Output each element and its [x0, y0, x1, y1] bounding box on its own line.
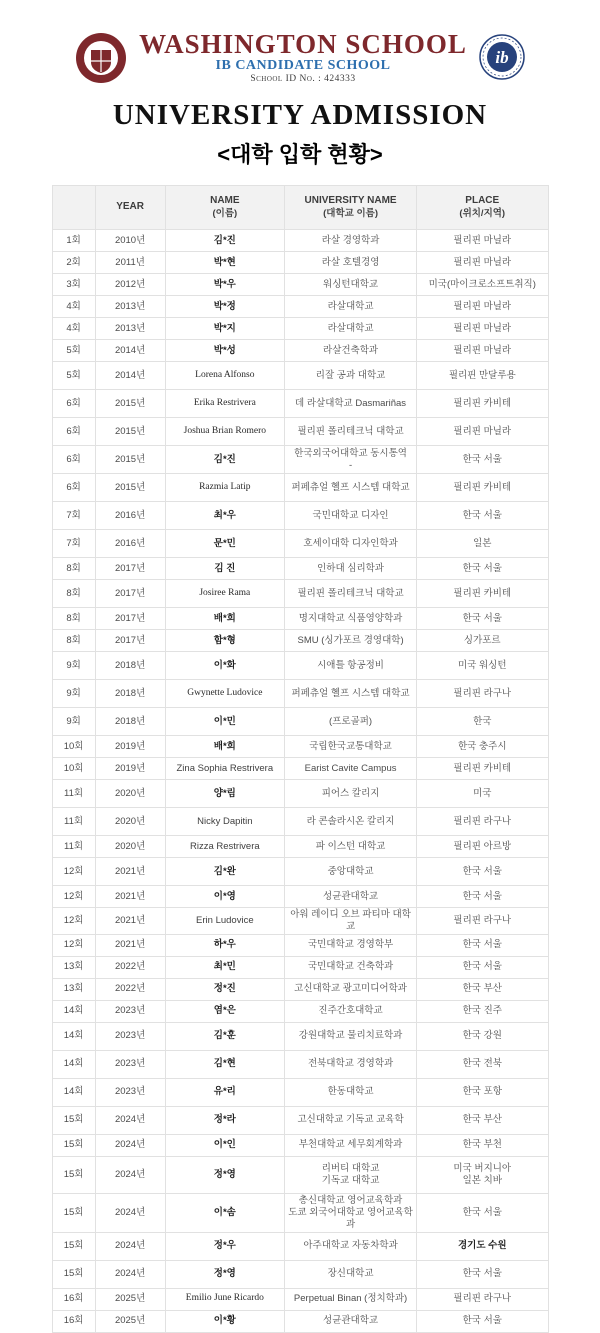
cell-name: 박*성	[165, 340, 285, 362]
table-row	[52, 474, 548, 502]
col-header-round	[52, 186, 95, 230]
cell-place: 필리핀 마닐라	[417, 340, 548, 362]
cell-place: 필리핀 라구나	[417, 808, 548, 836]
cell-place: 한국 부산	[417, 1106, 548, 1134]
cell-year: 2012년	[95, 274, 165, 296]
cell-year: 2019년	[95, 736, 165, 758]
cell-place: 필리핀 마닐라	[417, 296, 548, 318]
cell-round: 14회	[52, 1050, 95, 1078]
cell-name: Zina Sophia Restrivera	[165, 758, 285, 780]
cell-name: 배*희	[165, 608, 285, 630]
cell-name: 이*영	[165, 886, 285, 908]
table-row	[52, 230, 548, 252]
cell-name: Rizza Restrivera	[165, 836, 285, 858]
cell-year: 2018년	[95, 680, 165, 708]
cell-year: 2021년	[95, 934, 165, 956]
cell-place: 미국 버지니아 일본 치바	[417, 1156, 548, 1193]
cell-name: 박*현	[165, 252, 285, 274]
cell-name: 김*완	[165, 858, 285, 886]
cell-year: 2015년	[95, 390, 165, 418]
cell-year: 2022년	[95, 956, 165, 978]
table-row	[52, 446, 548, 474]
cell-round: 8회	[52, 580, 95, 608]
cell-university: 라살대학교	[285, 318, 417, 340]
cell-university: 국민대학교 디자인	[285, 502, 417, 530]
cell-university: 인하대 심리학과	[285, 558, 417, 580]
table-header-row	[52, 186, 548, 230]
cell-year: 2024년	[95, 1106, 165, 1134]
cell-year: 2024년	[95, 1260, 165, 1288]
cell-round: 13회	[52, 956, 95, 978]
cell-place: 한국 서울	[417, 558, 548, 580]
cell-round: 4회	[52, 318, 95, 340]
cell-place: 한국 전북	[417, 1050, 548, 1078]
table-row	[52, 1106, 548, 1134]
admission-table-container	[52, 185, 549, 1332]
cell-university: 고신대학교 기독교 교육학	[285, 1106, 417, 1134]
cell-place: 필리핀 라구나	[417, 908, 548, 935]
table-row	[52, 502, 548, 530]
cell-place: 필리핀 카비테	[417, 474, 548, 502]
school-name: WASHINGTON SCHOOL	[139, 29, 467, 59]
cell-name: 최*우	[165, 502, 285, 530]
cell-round: 12회	[52, 908, 95, 935]
table-row	[52, 1310, 548, 1332]
table-row	[52, 296, 548, 318]
cell-year: 2011년	[95, 252, 165, 274]
cell-year: 2024년	[95, 1232, 165, 1260]
cell-university: 아워 레이디 오브 파티마 대학교	[285, 908, 417, 935]
cell-university: 필리핀 폴리테크닉 대학교	[285, 580, 417, 608]
table-row	[52, 1050, 548, 1078]
cell-year: 2015년	[95, 474, 165, 502]
cell-place: 한국 서울	[417, 446, 548, 474]
cell-name: Razmia Latip	[165, 474, 285, 502]
cell-round: 4회	[52, 296, 95, 318]
cell-round: 6회	[52, 474, 95, 502]
table-row	[52, 886, 548, 908]
cell-name: 염*은	[165, 1000, 285, 1022]
cell-university: 호세이대학 디자인학과	[285, 530, 417, 558]
cell-name: Joshua Brian Romero	[165, 418, 285, 446]
cell-year: 2013년	[95, 318, 165, 340]
cell-year: 2016년	[95, 530, 165, 558]
page-header	[0, 0, 600, 169]
col-header-place: PLACE (위치/지역)	[417, 186, 548, 230]
cell-place: 한국 서울	[417, 886, 548, 908]
cell-name: 양*림	[165, 780, 285, 808]
cell-name: 박*우	[165, 274, 285, 296]
cell-year: 2019년	[95, 758, 165, 780]
cell-university: 명지대학교 식품영양학과	[285, 608, 417, 630]
cell-round: 12회	[52, 886, 95, 908]
cell-name: Gwynette Ludovice	[165, 680, 285, 708]
cell-name: 함*형	[165, 630, 285, 652]
cell-name: Erika Restrivera	[165, 390, 285, 418]
cell-place: 한국 서울	[417, 934, 548, 956]
admission-table	[52, 185, 549, 1332]
cell-place: 필리핀 마닐라	[417, 418, 548, 446]
cell-university: 퍼페츄얼 헬프 시스템 대학교	[285, 474, 417, 502]
cell-place: 필리핀 카비테	[417, 580, 548, 608]
cell-name: 이*황	[165, 1310, 285, 1332]
table-row	[52, 858, 548, 886]
cell-round: 14회	[52, 1078, 95, 1106]
cell-university: Perpetual Binan (정치학과)	[285, 1288, 417, 1310]
cell-name: 김*진	[165, 230, 285, 252]
ib-logo	[479, 34, 525, 80]
cell-round: 13회	[52, 978, 95, 1000]
table-row	[52, 780, 548, 808]
table-row	[52, 808, 548, 836]
cell-round: 14회	[52, 1000, 95, 1022]
cell-round: 12회	[52, 934, 95, 956]
cell-year: 2023년	[95, 1022, 165, 1050]
cell-university: 라살대학교	[285, 296, 417, 318]
cell-round: 3회	[52, 274, 95, 296]
cell-year: 2025년	[95, 1288, 165, 1310]
cell-university: 리버티 대학교 기독교 대학교	[285, 1156, 417, 1193]
table-row	[52, 390, 548, 418]
cell-round: 9회	[52, 708, 95, 736]
col-header-name: NAME (이름)	[165, 186, 285, 230]
cell-name: 배*희	[165, 736, 285, 758]
page-subtitle-korean: <대학 입학 현황>	[217, 142, 383, 168]
cell-round: 11회	[52, 808, 95, 836]
table-row	[52, 1156, 548, 1193]
cell-year: 2024년	[95, 1134, 165, 1156]
cell-year: 2014년	[95, 340, 165, 362]
cell-university: 전북대학교 경영학과	[285, 1050, 417, 1078]
admission-table-body	[52, 230, 548, 1332]
cell-place: 필리핀 마닐라	[417, 230, 548, 252]
table-row	[52, 956, 548, 978]
table-row	[52, 274, 548, 296]
cell-year: 2016년	[95, 502, 165, 530]
cell-place: 경기도 수원	[417, 1232, 548, 1260]
cell-place: 한국 강원	[417, 1022, 548, 1050]
cell-university: 필리핀 폴리테크닉 대학교	[285, 418, 417, 446]
cell-name: 김*진	[165, 446, 285, 474]
cell-round: 5회	[52, 362, 95, 390]
cell-university: 장신대학교	[285, 1260, 417, 1288]
cell-place: 한국 서울	[417, 1193, 548, 1232]
cell-year: 2015년	[95, 418, 165, 446]
cell-university: 파 이스턴 대학교	[285, 836, 417, 858]
table-row	[52, 836, 548, 858]
cell-round: 5회	[52, 340, 95, 362]
cell-round: 6회	[52, 390, 95, 418]
cell-place: 필리핀 만달루용	[417, 362, 548, 390]
cell-university: 아주대학교 자동차학과	[285, 1232, 417, 1260]
cell-place: 싱가포르	[417, 630, 548, 652]
svg-text:ib: ib	[495, 48, 509, 67]
cell-year: 2020년	[95, 836, 165, 858]
cell-place: 한국 부천	[417, 1134, 548, 1156]
cell-name: 정*우	[165, 1232, 285, 1260]
cell-university: 진주간호대학교	[285, 1000, 417, 1022]
table-row	[52, 558, 548, 580]
cell-round: 11회	[52, 836, 95, 858]
cell-university: 리잘 공과 대학교	[285, 362, 417, 390]
cell-round: 15회	[52, 1260, 95, 1288]
cell-round: 15회	[52, 1156, 95, 1193]
cell-name: Josiree Rama	[165, 580, 285, 608]
table-row	[52, 1288, 548, 1310]
cell-name: 이*솜	[165, 1193, 285, 1232]
table-row	[52, 530, 548, 558]
cell-name: 정*영	[165, 1156, 285, 1193]
cell-university: 부천대학교 세무회계학과	[285, 1134, 417, 1156]
cell-university: SMU (싱가포르 경영대학)	[285, 630, 417, 652]
cell-name: 이*민	[165, 708, 285, 736]
cell-round: 6회	[52, 418, 95, 446]
table-row	[52, 1193, 548, 1232]
cell-year: 2024년	[95, 1193, 165, 1232]
cell-university: (프로골퍼)	[285, 708, 417, 736]
cell-year: 2015년	[95, 446, 165, 474]
cell-round: 8회	[52, 558, 95, 580]
cell-year: 2022년	[95, 978, 165, 1000]
cell-year: 2014년	[95, 362, 165, 390]
cell-place: 미국(마이크로소프트취직)	[417, 274, 548, 296]
cell-place: 미국 워싱턴	[417, 652, 548, 680]
table-row	[52, 252, 548, 274]
cell-name: 박*정	[165, 296, 285, 318]
cell-place: 한국 서울	[417, 858, 548, 886]
cell-round: 1회	[52, 230, 95, 252]
cell-place: 미국	[417, 780, 548, 808]
cell-name: 김 진	[165, 558, 285, 580]
cell-year: 2021년	[95, 908, 165, 935]
cell-round: 15회	[52, 1134, 95, 1156]
cell-place: 한국	[417, 708, 548, 736]
cell-name: 이*화	[165, 652, 285, 680]
cell-round: 2회	[52, 252, 95, 274]
cell-name: 유*리	[165, 1078, 285, 1106]
cell-place: 필리핀 마닐라	[417, 252, 548, 274]
cell-year: 2021년	[95, 886, 165, 908]
cell-name: Lorena Alfonso	[165, 362, 285, 390]
cell-name: 김*훈	[165, 1022, 285, 1050]
cell-round: 10회	[52, 736, 95, 758]
cell-round: 11회	[52, 780, 95, 808]
table-row	[52, 340, 548, 362]
table-row	[52, 1000, 548, 1022]
table-row	[52, 1134, 548, 1156]
cell-place: 한국 서울	[417, 1310, 548, 1332]
cell-year: 2018년	[95, 708, 165, 736]
cell-university: 총신대학교 영어교육학과 도쿄 외국어대학교 영어교육학과	[285, 1193, 417, 1232]
school-crest-logo	[75, 32, 127, 84]
cell-university: 라 콘솔라시온 칼리지	[285, 808, 417, 836]
cell-year: 2023년	[95, 1078, 165, 1106]
cell-year: 2024년	[95, 1156, 165, 1193]
cell-round: 15회	[52, 1232, 95, 1260]
col-header-year: YEAR	[95, 186, 165, 230]
cell-round: 16회	[52, 1288, 95, 1310]
table-row	[52, 736, 548, 758]
cell-year: 2023년	[95, 1000, 165, 1022]
table-row	[52, 362, 548, 390]
table-row	[52, 934, 548, 956]
cell-name: 최*민	[165, 956, 285, 978]
cell-year: 2017년	[95, 558, 165, 580]
cell-place: 필리핀 아르방	[417, 836, 548, 858]
cell-university: 한동대학교	[285, 1078, 417, 1106]
cell-year: 2020년	[95, 780, 165, 808]
cell-year: 2013년	[95, 296, 165, 318]
cell-place: 한국 서울	[417, 502, 548, 530]
cell-year: 2020년	[95, 808, 165, 836]
cell-university: 피어스 칼리지	[285, 780, 417, 808]
cell-name: Emilio June Ricardo	[165, 1288, 285, 1310]
cell-round: 6회	[52, 446, 95, 474]
cell-round: 16회	[52, 1310, 95, 1332]
cell-year: 2010년	[95, 230, 165, 252]
table-row	[52, 608, 548, 630]
cell-university: 성균관대학교	[285, 1310, 417, 1332]
cell-university: 한국외국어대학교 동시통역 -	[285, 446, 417, 474]
cell-round: 15회	[52, 1106, 95, 1134]
cell-round: 7회	[52, 502, 95, 530]
cell-name: 김*현	[165, 1050, 285, 1078]
col-header-university: UNIVERSITY NAME (대학교 이름)	[285, 186, 417, 230]
cell-university: 데 라살대학교 Dasmariñas	[285, 390, 417, 418]
cell-university: 중앙대학교	[285, 858, 417, 886]
cell-place: 한국 포항	[417, 1078, 548, 1106]
cell-place: 한국 서울	[417, 608, 548, 630]
table-row	[52, 758, 548, 780]
cell-university: Earist Cavite Campus	[285, 758, 417, 780]
cell-university: 국립한국교통대학교	[285, 736, 417, 758]
table-row	[52, 318, 548, 340]
cell-year: 2017년	[95, 580, 165, 608]
cell-year: 2017년	[95, 608, 165, 630]
table-row	[52, 978, 548, 1000]
table-row	[52, 908, 548, 935]
cell-name: 정*라	[165, 1106, 285, 1134]
cell-place: 필리핀 라구나	[417, 680, 548, 708]
cell-university: 라살 경영학과	[285, 230, 417, 252]
table-row	[52, 1232, 548, 1260]
cell-round: 14회	[52, 1022, 95, 1050]
cell-round: 8회	[52, 608, 95, 630]
school-subtitle: IB CANDIDATE SCHOOL	[215, 58, 391, 74]
cell-round: 7회	[52, 530, 95, 558]
cell-university: 국민대학교 건축학과	[285, 956, 417, 978]
table-row	[52, 418, 548, 446]
cell-name: 정*영	[165, 1260, 285, 1288]
cell-place: 한국 서울	[417, 1260, 548, 1288]
cell-place: 한국 진주	[417, 1000, 548, 1022]
cell-year: 2025년	[95, 1310, 165, 1332]
cell-university: 강원대학교 물리치료학과	[285, 1022, 417, 1050]
cell-year: 2023년	[95, 1050, 165, 1078]
cell-university: 라살건축학과	[285, 340, 417, 362]
table-row	[52, 708, 548, 736]
cell-university: 시애틀 항공정비	[285, 652, 417, 680]
cell-name: Erin Ludovice	[165, 908, 285, 935]
cell-year: 2017년	[95, 630, 165, 652]
cell-university: 워싱턴대학교	[285, 274, 417, 296]
cell-year: 2018년	[95, 652, 165, 680]
cell-university: 라살 호텔경영	[285, 252, 417, 274]
cell-place: 일본	[417, 530, 548, 558]
table-row	[52, 1260, 548, 1288]
cell-name: Nicky Dapitin	[165, 808, 285, 836]
cell-round: 9회	[52, 680, 95, 708]
cell-place: 한국 서울	[417, 956, 548, 978]
cell-name: 문*민	[165, 530, 285, 558]
cell-place: 필리핀 카비테	[417, 390, 548, 418]
cell-name: 하*우	[165, 934, 285, 956]
cell-university: 성균관대학교	[285, 886, 417, 908]
cell-round: 12회	[52, 858, 95, 886]
cell-university: 국민대학교 경영학부	[285, 934, 417, 956]
cell-name: 이*인	[165, 1134, 285, 1156]
school-id-number: School ID No. : 424333	[250, 73, 356, 84]
cell-place: 필리핀 라구나	[417, 1288, 548, 1310]
table-row	[52, 630, 548, 652]
cell-round: 8회	[52, 630, 95, 652]
cell-place: 한국 부산	[417, 978, 548, 1000]
table-row	[52, 652, 548, 680]
cell-round: 10회	[52, 758, 95, 780]
cell-university: 퍼페츄얼 헬프 시스템 대학교	[285, 680, 417, 708]
cell-university: 고신대학교 광고미디어학과	[285, 978, 417, 1000]
cell-place: 필리핀 마닐라	[417, 318, 548, 340]
table-row	[52, 1022, 548, 1050]
cell-place: 필리핀 카비테	[417, 758, 548, 780]
cell-name: 박*지	[165, 318, 285, 340]
cell-round: 15회	[52, 1193, 95, 1232]
table-row	[52, 680, 548, 708]
table-row	[52, 1078, 548, 1106]
table-row	[52, 580, 548, 608]
cell-round: 9회	[52, 652, 95, 680]
cell-name: 정*진	[165, 978, 285, 1000]
cell-place: 한국 충주시	[417, 736, 548, 758]
page-title: UNIVERSITY ADMISSION	[112, 99, 488, 132]
cell-year: 2021년	[95, 858, 165, 886]
